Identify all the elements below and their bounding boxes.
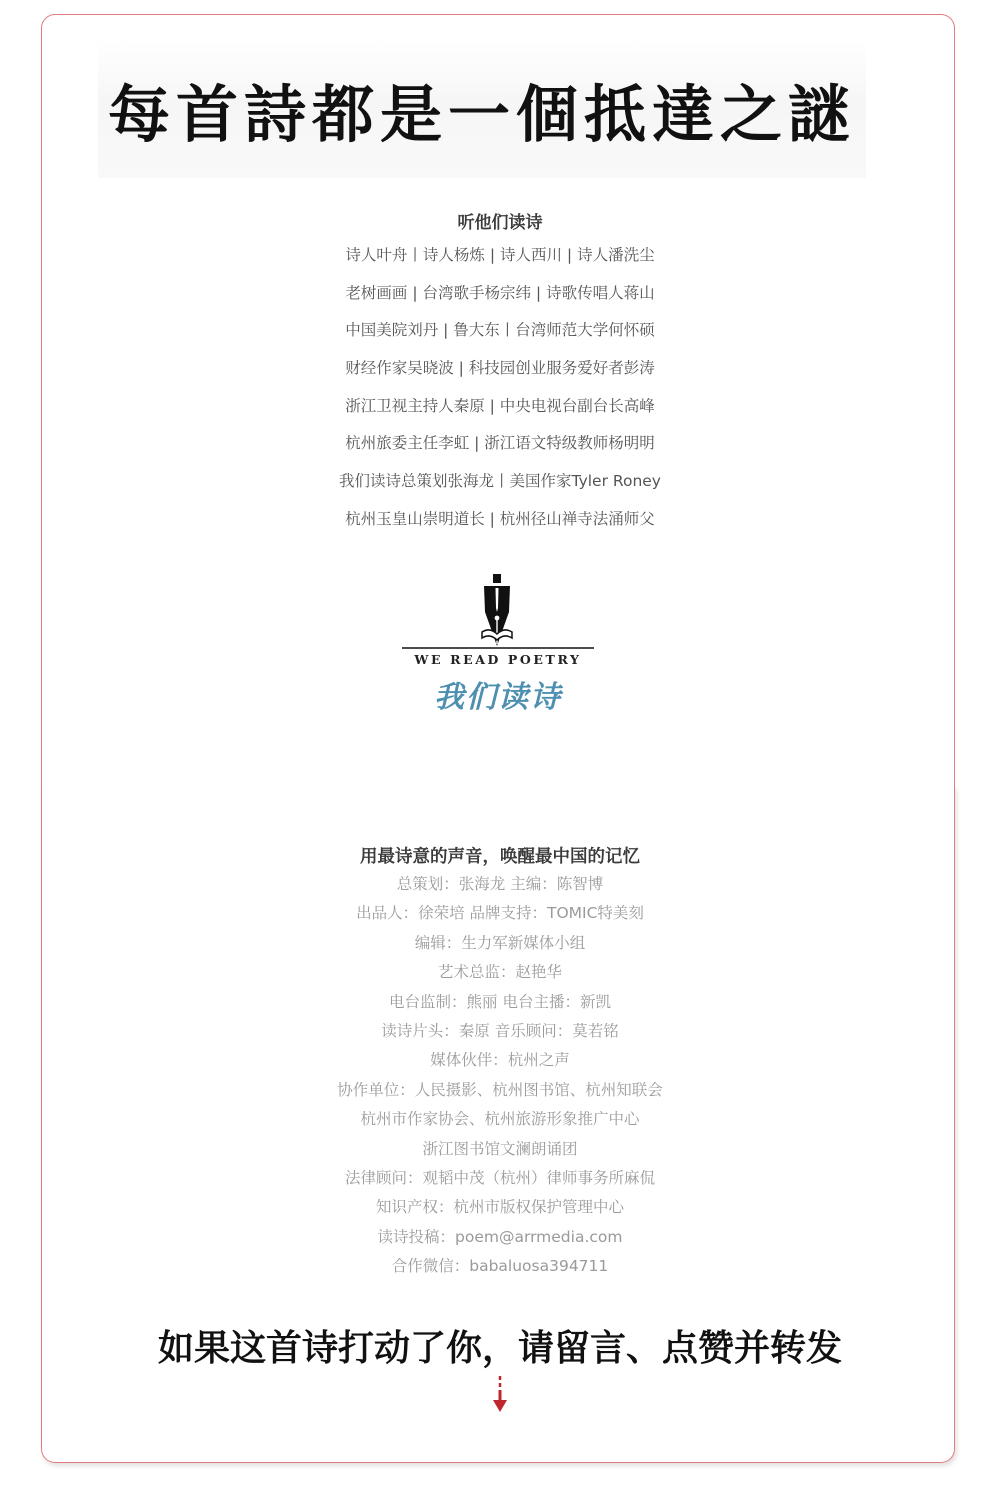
pen-nib-figure-icon xyxy=(396,572,600,654)
credit-line: 法律顾问：观韬中茂（杭州）律师事务所麻侃 xyxy=(344,1168,655,1187)
reader-line: 老树画画 | 台湾歌手杨宗纬 | 诗歌传唱人蒋山 xyxy=(345,283,655,302)
credit-line: 知识产权：杭州市版权保护管理中心 xyxy=(375,1198,624,1217)
reader-line: 中国美院刘丹 | 鲁大东丨台湾师范大学何怀硕 xyxy=(345,321,655,340)
we-read-poetry-logo xyxy=(396,572,600,722)
credit-line: 编辑：生力军新媒体小组 xyxy=(414,933,586,952)
readers-title: 听他们读诗 xyxy=(457,213,543,233)
credit-line: 杭州市作家协会、杭州旅游形象推广中心 xyxy=(360,1110,640,1129)
readers-list xyxy=(0,240,1000,542)
credit-line: 媒体伙伴：杭州之声 xyxy=(430,1051,570,1070)
credit-line: 协作单位：人民摄影、杭州图书馆、杭州知联会 xyxy=(337,1080,663,1099)
credits-title: 用最诗意的声音，唤醒最中国的记忆 xyxy=(360,847,640,867)
credit-line: 艺术总监：赵艳华 xyxy=(437,963,562,982)
reader-line: 杭州旅委主任李虹 | 浙江语文特级教师杨明明 xyxy=(345,434,655,453)
reader-line: 诗人叶舟丨诗人杨炼 | 诗人西川 | 诗人潘洗尘 xyxy=(345,246,655,264)
logo-text-en: WE READ POETRY xyxy=(414,652,582,667)
credit-line: 浙江图书馆文澜朗诵团 xyxy=(422,1139,578,1158)
down-arrow-icon xyxy=(490,1374,510,1414)
credit-line: 读诗投稿：poem@arrmedia.com xyxy=(377,1227,623,1246)
credit-line: 合作微信：babaluosa394711 xyxy=(391,1257,609,1276)
credit-line: 电台监制：熊丽 电台主播：新凯 xyxy=(389,992,611,1011)
credit-line: 总策划：张海龙 主编：陈智博 xyxy=(396,875,604,893)
credit-line: 读诗片头：秦原 音乐顾问：莫若铭 xyxy=(381,1021,619,1040)
reader-line: 浙江卫视主持人秦原 | 中央电视台副台长高峰 xyxy=(345,396,655,415)
share-call-to-action: 如果这首诗打动了你，请留言、点赞并转发 xyxy=(157,1327,842,1369)
title-banner xyxy=(98,40,866,178)
logo-text-cn: 我们读诗 xyxy=(434,680,562,715)
credit-line: 出品人：徐荣培 品牌支持：TOMIC特美刻 xyxy=(356,904,644,923)
banner-title: 每首詩都是一個抵達之謎 xyxy=(107,77,856,151)
credits-list xyxy=(0,870,1000,1281)
reader-line: 我们读诗总策划张海龙丨美国作家Tyler Roney xyxy=(339,472,661,491)
reader-line: 财经作家吴晓波 | 科技园创业服务爱好者彭涛 xyxy=(345,359,655,378)
reader-line: 杭州玉皇山崇明道长 | 杭州径山禅寺法涌师父 xyxy=(345,509,655,528)
